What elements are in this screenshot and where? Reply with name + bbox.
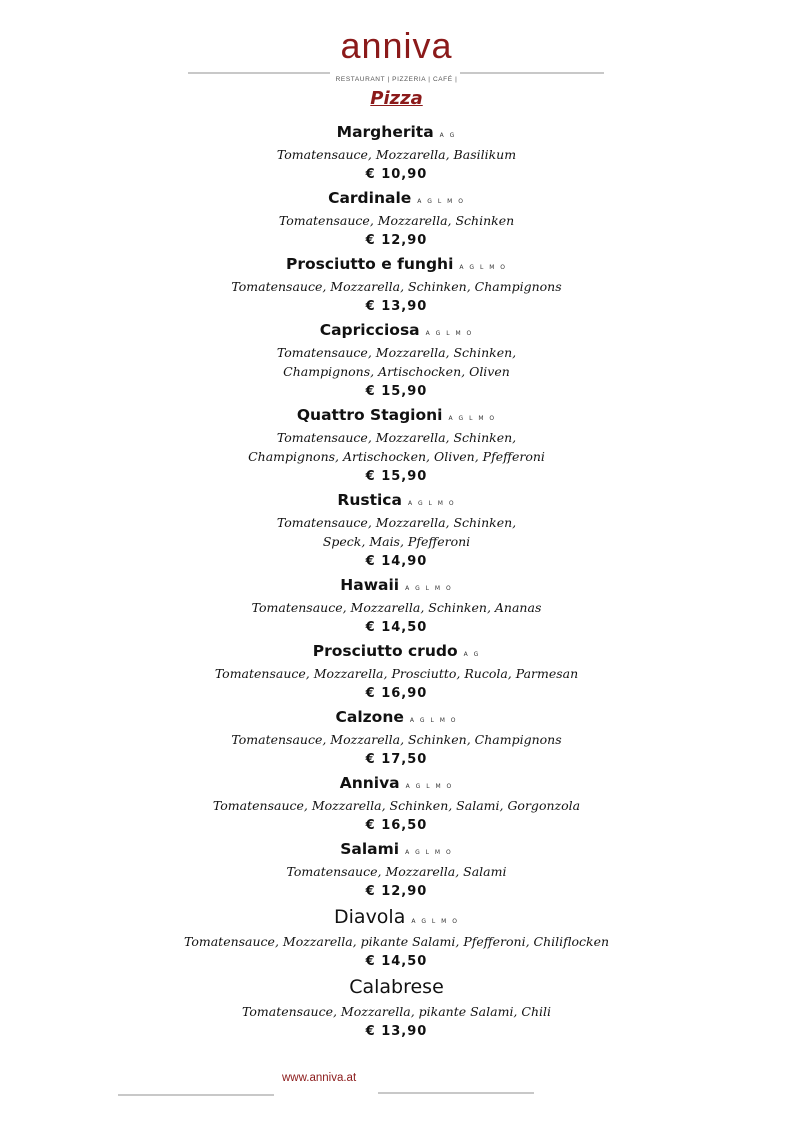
header-rule-right [460,72,604,74]
menu-item-heading [0,185,793,211]
menu-item-name: Cardinale [328,189,412,207]
menu-item-heading [0,770,793,796]
menu-item-price: € 15,90 [365,469,428,484]
footer-rule-left [118,1094,274,1096]
menu-item-allergens: A G L M O [405,585,453,592]
tagline-row [0,66,793,83]
header-rule-left [188,72,330,74]
menu-item-price: € 16,50 [365,818,428,833]
menu-item-allergens: A G L M O [425,330,474,337]
menu-item-allergens: A G L M O [448,415,497,422]
menu-item-description: Tomatensauce, Mozzarella, Prosciutto, Rucola, Parmesan [214,666,579,681]
menu-item-allergens: A G L M O [411,918,459,925]
menu-item-description: Tomatensauce, Mozzarella, pikante Salami, Chili [242,1004,551,1019]
brand-tagline: RESTAURANT | PIZZERIA | CAFÉ | [335,76,458,83]
menu-item [0,251,793,317]
menu-item-heading [0,572,793,598]
menu-item [0,704,793,770]
menu-list [0,119,793,1042]
menu-item-heading [0,972,793,1002]
menu-item-price: € 12,90 [365,884,428,899]
menu-item-name: Calzone [335,708,404,726]
menu-item-heading [0,119,793,145]
menu-item-description: Tomatensauce, Mozzarella, Schinken, Ananas [251,600,542,615]
menu-item-heading [0,317,793,343]
menu-item-allergens: A G L M O [405,849,453,856]
menu-item-description: Tomatensauce, Mozzarella, Schinken, [276,515,517,530]
menu-item-name: Anniva [339,774,400,792]
menu-item-allergens: A G L M O [459,264,508,271]
menu-item-description: Champignons, Artischocken, Oliven, Pfefferoni [248,449,545,464]
menu-item-price: € 10,90 [365,167,428,182]
menu-item-description: Tomatensauce, Mozzarella, Schinken, [276,345,517,360]
menu-item-heading [0,836,793,862]
menu-item-heading [0,902,793,932]
menu-item [0,487,793,572]
menu-item [0,572,793,638]
menu-item-description: Tomatensauce, Mozzarella, Schinken, Salami, Gorgonzola [212,798,581,813]
menu-item-description: Tomatensauce, Mozzarella, Basilikum [276,147,517,162]
menu-item-price: € 13,90 [365,299,428,314]
menu-item-price: € 12,90 [365,233,428,248]
menu-item-price: € 14,50 [365,620,428,635]
menu-item [0,317,793,402]
menu-item-allergens: A G L M O [405,783,454,790]
menu-item-price: € 14,50 [365,954,428,969]
menu-item [0,402,793,487]
menu-item-name: Calabrese [349,976,444,998]
menu-item-description: Tomatensauce, Mozzarella, pikante Salami, Pfefferoni, Chiliflocken [183,934,610,949]
menu-item-name: Salami [340,840,400,858]
menu-item-description: Tomatensauce, Mozzarella, Schinken, Champignons [231,732,562,747]
footer-rule-right [378,1092,534,1094]
menu-item-name: Hawaii [340,576,400,594]
menu-item-price: € 13,90 [365,1024,428,1039]
menu-item-price: € 15,90 [365,384,428,399]
menu-item-description: Tomatensauce, Mozzarella, Salami [286,864,507,879]
menu-item-allergens: A G L M O [417,198,465,205]
menu-item-description: Tomatensauce, Mozzarella, Schinken, [276,430,517,445]
menu-item [0,185,793,251]
menu-item-heading [0,638,793,664]
menu-item [0,119,793,185]
menu-item-name: Margherita [336,123,434,141]
menu-item-name: Capricciosa [319,321,420,339]
menu-item-price: € 16,90 [365,686,428,701]
header [0,25,793,83]
menu-item-allergens: A G [439,132,457,139]
menu-item-name: Prosciutto crudo [312,642,458,660]
menu-item [0,770,793,836]
menu-item-heading [0,251,793,277]
menu-item-allergens: A G [463,651,481,658]
menu-item-description: Tomatensauce, Mozzarella, Schinken, Champignons [231,279,562,294]
menu-item-heading [0,487,793,513]
menu-item-heading [0,402,793,428]
footer [0,1072,793,1102]
brand-logo: anniva [340,25,453,66]
menu-item-name: Quattro Stagioni [296,406,443,424]
menu-item-allergens: A G L M O [407,500,456,507]
menu-item-name: Diavola [334,906,406,928]
menu-item [0,638,793,704]
menu-item [0,972,793,1042]
menu-item-description: Speck, Mais, Pfefferoni [322,534,471,549]
menu-item-name: Prosciutto e funghi [285,255,454,273]
menu-item-description: Champignons, Artischocken, Oliven [283,364,510,379]
menu-item [0,902,793,972]
menu-item-price: € 17,50 [365,752,428,767]
website-link[interactable]: www.anniva.at [282,1072,357,1084]
section-title: Pizza [370,88,423,109]
menu-item-price: € 14,90 [365,554,428,569]
menu-item-allergens: A G L M O [409,717,458,724]
menu-item-name: Rustica [337,491,402,509]
menu-item-heading [0,704,793,730]
menu-item-description: Tomatensauce, Mozzarella, Schinken [278,213,515,228]
menu-item [0,836,793,902]
